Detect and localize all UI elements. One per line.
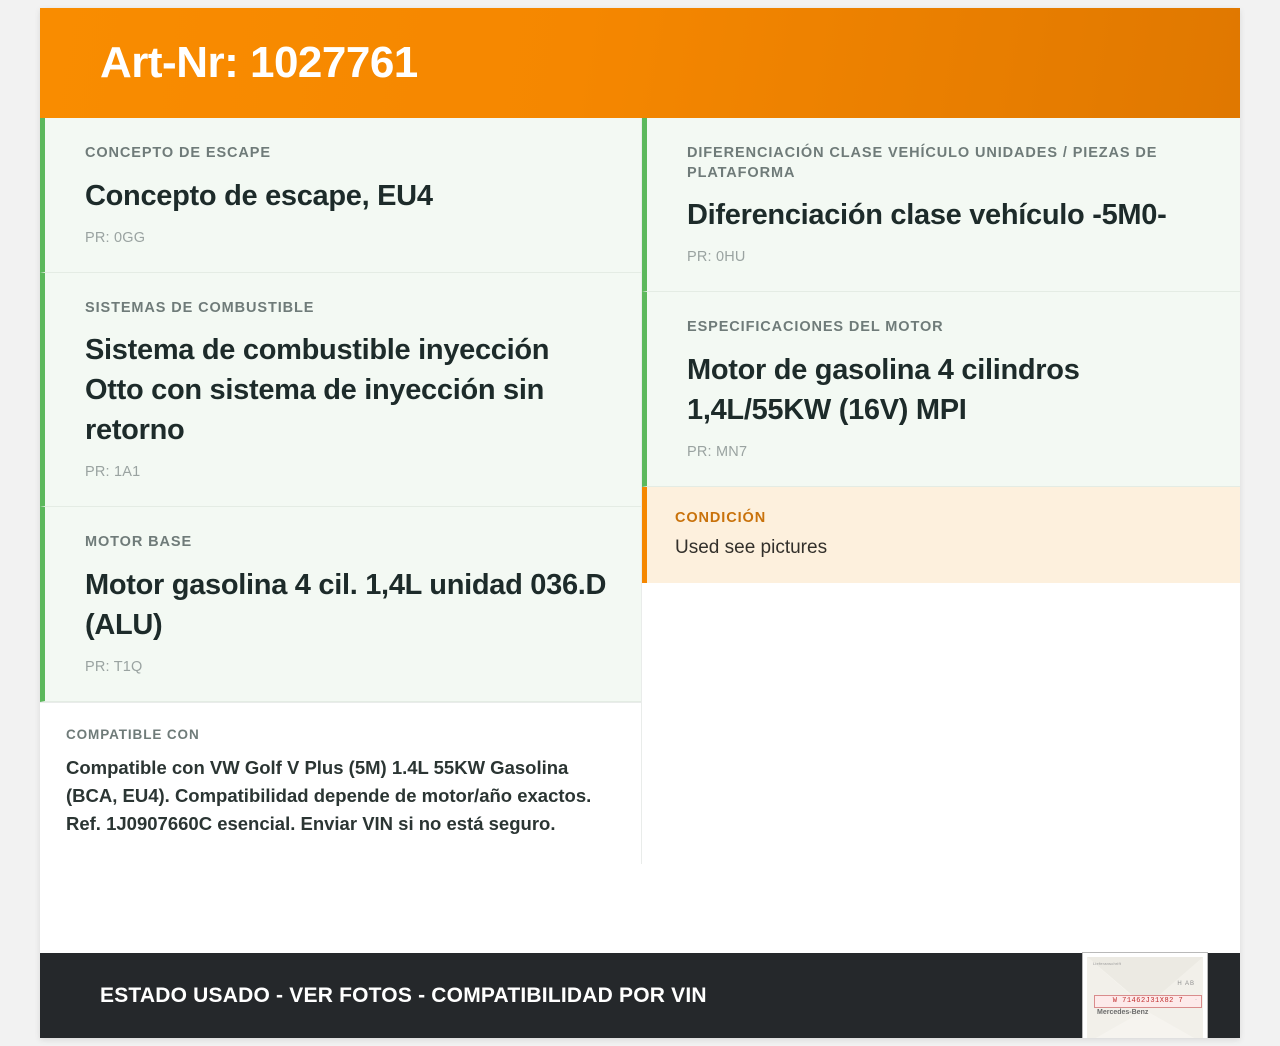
footer-bar bbox=[40, 953, 1240, 1038]
condition-label: CONDICIÓN bbox=[675, 509, 767, 526]
spec-body bbox=[40, 118, 1240, 953]
spec-label: SISTEMAS DE COMBUSTIBLE bbox=[85, 299, 315, 316]
header-bar bbox=[40, 8, 1240, 118]
spec-block-fuel-system bbox=[40, 273, 641, 508]
condition-text: Used see pictures bbox=[675, 537, 828, 559]
spec-block-vehicle-class bbox=[642, 118, 1240, 292]
spec-label: ESPECIFICACIONES DEL MOTOR bbox=[687, 319, 944, 336]
spec-pr-code: PR: 1A1 bbox=[85, 464, 141, 481]
envelope-body bbox=[1087, 957, 1203, 1038]
compatibility-text: Compatible con VW Golf V Plus (5M) 1.4L 55KW Gasolina (BCA, EU4). Compatibilidad depende de motor/año exactos. Ref. 1J0907660C esencial. Enviar VIN si no está seguro. bbox=[66, 756, 592, 834]
spec-column-right bbox=[642, 118, 1240, 583]
envelope-code: W 71462J31X82 7 bbox=[1094, 995, 1202, 1008]
envelope-address-label: Lieferanschrift bbox=[1093, 961, 1122, 966]
spec-pr-code: PR: 0GG bbox=[85, 229, 146, 246]
spec-pr-code: PR: T1Q bbox=[85, 658, 143, 675]
spec-block-exhaust bbox=[40, 118, 641, 273]
spec-pr-code: PR: 0HU bbox=[687, 249, 746, 266]
spec-value: Diferenciación clase vehículo -5M0- bbox=[687, 199, 1167, 232]
spec-value: Concepto de escape, EU4 bbox=[85, 179, 433, 212]
page-title: Art-Nr: 1027761 bbox=[100, 38, 418, 87]
listing-card bbox=[40, 8, 1240, 1038]
envelope-dot: · bbox=[1195, 997, 1197, 1003]
spec-label: DIFERENCIACIÓN CLASE VEHÍCULO UNIDADES / PIEZAS DE PLATAFORMA bbox=[687, 145, 1158, 181]
spec-value: Motor de gasolina 4 cilindros 1,4L/55KW (16V) MPI bbox=[687, 353, 1080, 426]
compatibility-block bbox=[40, 702, 641, 864]
compatibility-label: COMPATIBLE CON bbox=[66, 726, 200, 742]
footer-text: ESTADO USADO - VER FOTOS - COMPATIBILIDAD POR VIN bbox=[100, 983, 707, 1007]
envelope-brand: Mercedes-Benz bbox=[1097, 1009, 1149, 1016]
envelope-stamp-icon bbox=[1082, 952, 1208, 1038]
spec-column-left bbox=[40, 118, 642, 864]
spec-value: Motor gasolina 4 cil. 1,4L unidad 036.D (ALU) bbox=[85, 568, 607, 641]
envelope-marks: H AB bbox=[1177, 981, 1195, 987]
spec-label: CONCEPTO DE ESCAPE bbox=[85, 145, 271, 161]
spec-value: Sistema de combustible inyección Otto con sistema de inyección sin retorno bbox=[85, 334, 550, 447]
spec-block-base-engine bbox=[40, 507, 641, 702]
spec-label: MOTOR BASE bbox=[85, 534, 193, 551]
spec-pr-code: PR: MN7 bbox=[687, 443, 748, 460]
spec-block-engine-spec bbox=[642, 292, 1240, 487]
condition-block bbox=[642, 487, 1240, 583]
